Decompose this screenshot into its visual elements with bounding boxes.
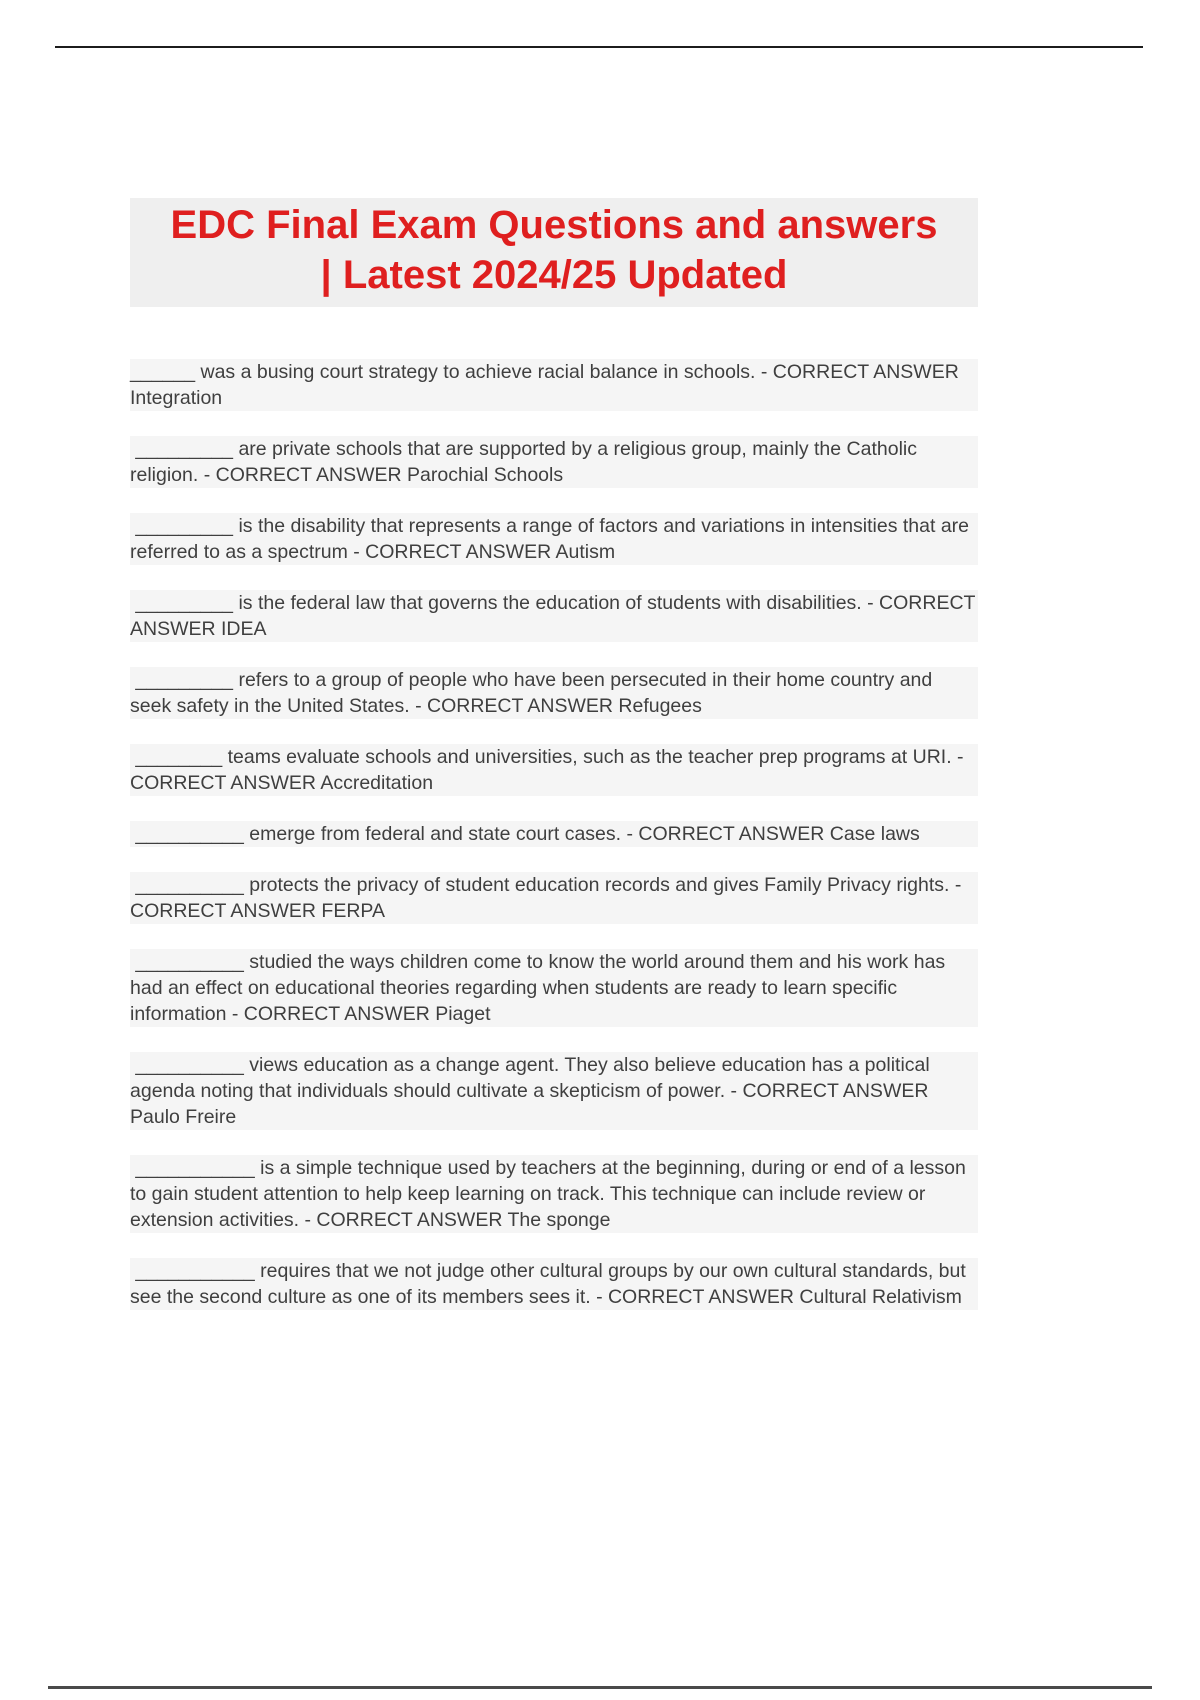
question-item: _________ is the federal law that governs the education of students with disabilities. - CORRECT ANSWER IDEA <box>130 591 980 640</box>
question-item: __________ views education as a change agent. They also believe education has a political agenda noting that individuals should cultivate a skepticism of power. - CORRECT ANSWER Paulo Freire <box>130 1052 978 1130</box>
questions-list <box>130 359 978 1310</box>
bottom-rule <box>48 1686 1152 1689</box>
document-title <box>130 198 978 307</box>
question-item: __________ emerge from federal and state court cases. - CORRECT ANSWER Case laws <box>130 821 978 847</box>
top-rule <box>55 46 1143 48</box>
question-item: __________ protects the privacy of student education records and gives Family Privacy rights. - CORRECT ANSWER FERPA <box>130 872 978 924</box>
title-line-1: EDC Final Exam Questions and answers <box>170 203 938 247</box>
question-item: ___________ is a simple technique used by teachers at the beginning, during or end of a lesson to gain student attention to help keep learning on track. This technique can include review or extension activities. - CORRECT ANSWER The sponge <box>130 1155 978 1233</box>
question-item: ________ teams evaluate schools and universities, such as the teacher prep programs at URI. - CORRECT ANSWER Accreditation <box>130 744 978 796</box>
content-column <box>130 198 978 1335</box>
question-item: _________ is the disability that represents a range of factors and variations in intensities that are referred to as a spectrum - CORRECT ANSWER Autism <box>130 513 978 565</box>
question-item: __________ studied the ways children come to know the world around them and his work has had an effect on educational theories regarding when students are ready to learn specific information - CORRECT ANSWER Piaget <box>130 949 978 1027</box>
question-item: ___________ requires that we not judge other cultural groups by our own cultural standards, but see the second culture as one of its members sees it. - CORRECT ANSWER Cultural Relativism <box>130 1258 978 1310</box>
question-item: _________ are private schools that are supported by a religious group, mainly the Catholic religion. - CORRECT ANSWER Parochial Schools <box>130 436 978 488</box>
question-item: ______ was a busing court strategy to achieve racial balance in schools. - CORRECT ANSWER Integration <box>130 359 978 411</box>
question-item: _________ refers to a group of people who have been persecuted in their home country and seek safety in the United States. - CORRECT ANSWER Refugees <box>130 667 978 719</box>
title-line-2: | Latest 2024/25 Updated <box>320 253 788 298</box>
